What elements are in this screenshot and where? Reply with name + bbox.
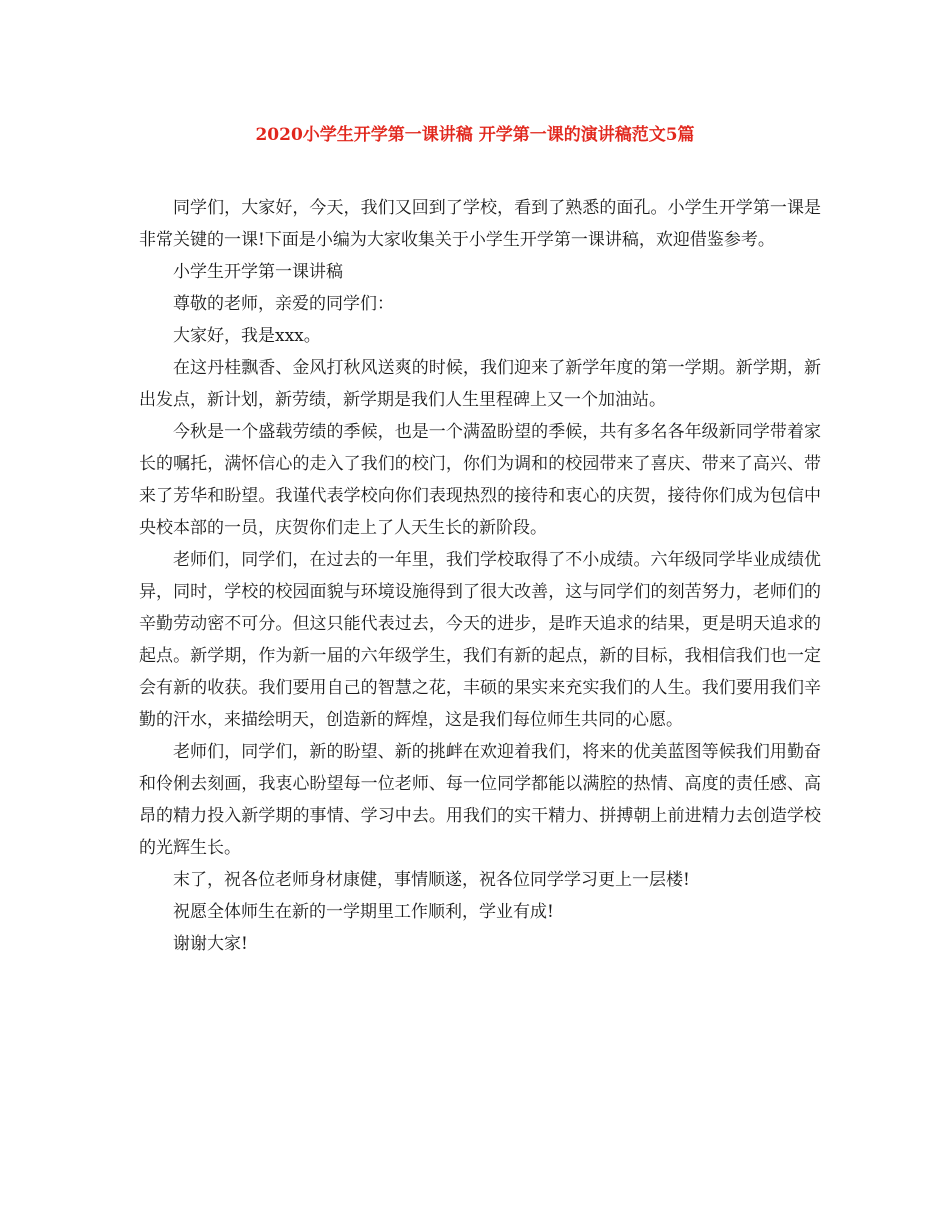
paragraph: 在这丹桂飘香、金风打秋风送爽的时候，我们迎来了新学年度的第一学期。新学期，新出发点，新计划，新劳绩，新学期是我们人生里程碑上又一个加油站。 — [139, 358, 821, 410]
paragraph-heading: 小学生开学第一课讲稿 — [173, 262, 343, 282]
paragraph: 老师们，同学们，在过去的一年里，我们学校取得了不小成绩。六年级同学毕业成绩优异，同时，学校的校园面貌与环境设施得到了很大改善，这与同学们的刻苦努力，老师们的辛勤劳动密不可分。但这只能代表过去，今天的进步，是昨天追求的结果，更是明天追求的起点。新学期，作为新一届的六年级学生，我们有新的起点，新的目标，我相信我们也一定会有新的收获。我们要用自己的智慧之花，丰硕的果实来充实我们的人生。我们要用我们辛勤的汗水，来描绘明天，创造新的辉煌，这是我们每位师生共同的心愿。 — [139, 550, 821, 730]
document-title: 2020小学生开学第一课讲稿 开学第一课的演讲稿范文5篇 — [255, 125, 695, 145]
paragraph: 今秋是一个盛载劳绩的季候，也是一个满盈盼望的季候，共有多名各年级新同学带着家长的嘱托，满怀信心的走入了我们的校门，你们为调和的校园带来了喜庆、带来了高兴、带来了芳华和盼望。我谨代表学校向你们表现热烈的接待和衷心的庆贺，接待你们成为包信中央校本部的一员，庆贺你们走上了人天生长的新阶段。 — [139, 422, 821, 538]
paragraph-closing: 谢谢大家! — [173, 934, 248, 954]
paragraph: 老师们，同学们，新的盼望、新的挑衅在欢迎着我们，将来的优美蓝图等候我们用勤奋和伶俐去刻画，我衷心盼望每一位老师、每一位同学都能以满腔的热情、高度的责任感、高昂的精力投入新学期的事情、学习中去。用我们的实干精力、拼搏朝上前进精力去创造学校的光辉生长。 — [139, 742, 821, 858]
paragraph-wishes: 祝愿全体师生在新的一学期里工作顺利，学业有成! — [173, 902, 554, 922]
document-body — [139, 192, 821, 960]
paragraph-wishes: 末了，祝各位老师身材康健，事情顺遂，祝各位同学学习更上一层楼! — [173, 870, 690, 890]
paragraph-intro: 同学们，大家好，今天，我们又回到了学校，看到了熟悉的面孔。小学生开学第一课是非常关键的一课!下面是小编为大家收集关于小学生开学第一课讲稿，欢迎借鉴参考。 — [139, 198, 821, 250]
paragraph-greeting: 大家好，我是xxx。 — [173, 326, 321, 346]
paragraph-salutation: 尊敬的老师，亲爱的同学们： — [173, 294, 394, 314]
